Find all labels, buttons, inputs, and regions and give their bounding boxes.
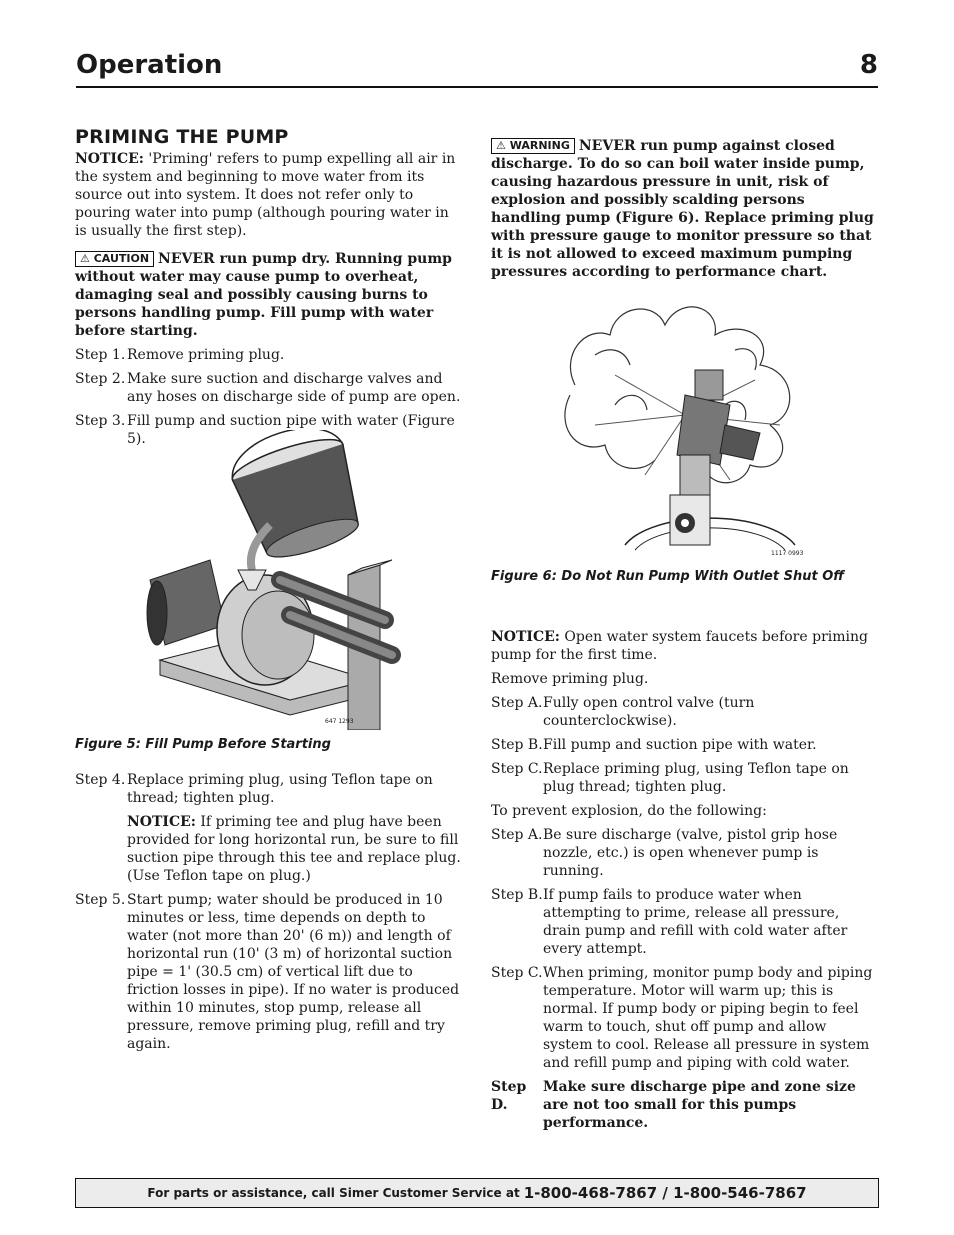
page-title: Operation xyxy=(76,50,223,80)
notice-paragraph xyxy=(491,628,878,664)
step-4 xyxy=(75,771,463,807)
step-label: Step 5. xyxy=(75,892,126,908)
prevent-step-c xyxy=(491,964,878,1072)
step-text: Start pump; water should be produced in 10 minutes or less, time depends on depth to water (not more than 20' (6 m)) and length of horizontal run (10' (3 m) of horizontal suction pipe = 1' (30.5 cm) of vertical lift due to friction losses in pipe). If no water is produced within 10 minutes, stop pump, release all pressure, remove priming plug, refill and try again. xyxy=(127,892,460,1052)
step-text: Make sure discharge pipe and zone size are not too small for this pumps performance. xyxy=(543,1079,856,1131)
left-column-continued xyxy=(75,771,463,1059)
figure-5-caption: Figure 5: Fill Pump Before Starting xyxy=(75,737,331,752)
prevent-step-b xyxy=(491,886,878,958)
step-label: Step 1. xyxy=(75,347,126,363)
figure-6-code: 1117 0993 xyxy=(771,550,804,557)
caution-badge: ⚠ CAUTION xyxy=(75,251,154,267)
step-5 xyxy=(75,891,463,1053)
step-label: Step 2. xyxy=(75,371,126,387)
steam-explosion-illustration xyxy=(555,275,815,565)
figure-6-illustration xyxy=(555,275,815,565)
pump-fill-illustration xyxy=(130,430,410,730)
caution-text: NEVER run pump dry. Running pump without water may cause pump to overheat, damaging seal and possibly causing burns to persons handling pump. Fill pump with water before starting. xyxy=(75,251,452,339)
notice-text: Open water system faucets before priming pump for the first time. xyxy=(491,629,868,663)
step-4-notice xyxy=(75,813,463,885)
notice-text: If priming tee and plug have been provided for long horizontal run, be sure to fill suction pipe through this tee and replace plug. (Use Teflon tape on plug.) xyxy=(127,814,461,884)
step-text: Be sure discharge (valve, pistol grip hose nozzle, etc.) is open whenever pump is running. xyxy=(543,827,838,879)
warning-paragraph xyxy=(491,137,878,281)
page-number: 8 xyxy=(859,50,878,80)
step-label: Step D. xyxy=(491,1079,527,1113)
notice-label: NOTICE: xyxy=(491,629,560,645)
step-label: Step A. xyxy=(491,827,543,843)
step-text: Fully open control valve (turn counterclockwise). xyxy=(543,695,755,729)
step-text: If pump fails to produce water when attempting to prime, release all pressure, drain pump and refill with cold water after every attempt. xyxy=(543,887,848,957)
header-rule xyxy=(76,86,878,88)
step-label: Step B. xyxy=(491,887,543,903)
step-c xyxy=(491,760,878,796)
step-label: Step C. xyxy=(491,965,543,981)
step-text: When priming, monitor pump body and piping temperature. Motor will warm up; this is normal. If pump body or piping begin to feel warm to touch, shut off pump and allow system to cool. Release all pressure in system and refill pump and piping with cold water. xyxy=(543,965,873,1071)
step-text: Make sure suction and discharge valves and any hoses on discharge side of pump are open. xyxy=(127,371,461,405)
step-label: Step C. xyxy=(491,761,543,777)
step-1 xyxy=(75,346,463,364)
footer-phone: 1-800-468-7867 / 1-800-546-7867 xyxy=(523,1184,807,1202)
figure-5-illustration xyxy=(130,430,410,730)
notice-text: 'Priming' refers to pump expelling all air in the system and beginning to move water from its source out into system. It does not refer only to pouring water into pump (although pouring water in is usually the first step). xyxy=(75,151,456,239)
warning-badge-label: WARNING xyxy=(509,139,570,152)
footer-bar xyxy=(75,1178,879,1208)
step-a xyxy=(491,694,878,730)
caution-badge-label: CAUTION xyxy=(93,252,150,265)
step-text: Replace priming plug, using Teflon tape on plug thread; tighten plug. xyxy=(543,761,849,795)
figure-6-caption: Figure 6: Do Not Run Pump With Outlet Shut Off xyxy=(491,569,845,584)
notice-label: NOTICE: xyxy=(75,151,144,167)
notice-label: NOTICE: xyxy=(127,814,196,830)
left-column xyxy=(75,128,463,454)
prevent-step-d xyxy=(491,1078,878,1132)
step-text: Replace priming plug, using Teflon tape on thread; tighten plug. xyxy=(127,772,433,806)
prevent-explosion-text: To prevent explosion, do the following: xyxy=(491,803,767,819)
right-column xyxy=(491,628,878,1138)
step-text: Remove priming plug. xyxy=(127,347,285,363)
step-label: Step 4. xyxy=(75,772,126,788)
footer-text: For parts or assistance, call Simer Customer Service at xyxy=(147,1186,520,1200)
step-text: Fill pump and suction pipe with water. xyxy=(543,737,817,753)
remove-plug-text: Remove priming plug. xyxy=(491,671,649,687)
step-label: Step A. xyxy=(491,695,543,711)
warning-badge: ⚠ WARNING xyxy=(491,138,575,154)
prevent-step-a xyxy=(491,826,878,880)
figure-5-code: 647 1293 xyxy=(325,718,354,725)
section-title: PRIMING THE PUMP xyxy=(75,126,289,148)
warning-text: NEVER run pump against closed discharge. To do so can boil water inside pump, causing hazardous pressure in unit, risk of explosion and possibly scalding persons handling pump (Figure 6). Replace priming plug with pressure gauge to monitor pressure so that it is not allowed to exceed maximum pumping pressures according to performance chart. xyxy=(491,138,874,280)
notice-paragraph xyxy=(75,150,463,240)
step-label: Step 3. xyxy=(75,413,126,429)
step-label: Step B. xyxy=(491,737,543,753)
caution-paragraph xyxy=(75,250,463,340)
step-text: Fill pump and suction pipe with water (Figure 5). xyxy=(127,413,455,447)
step-b xyxy=(491,736,878,754)
step-2 xyxy=(75,370,463,406)
